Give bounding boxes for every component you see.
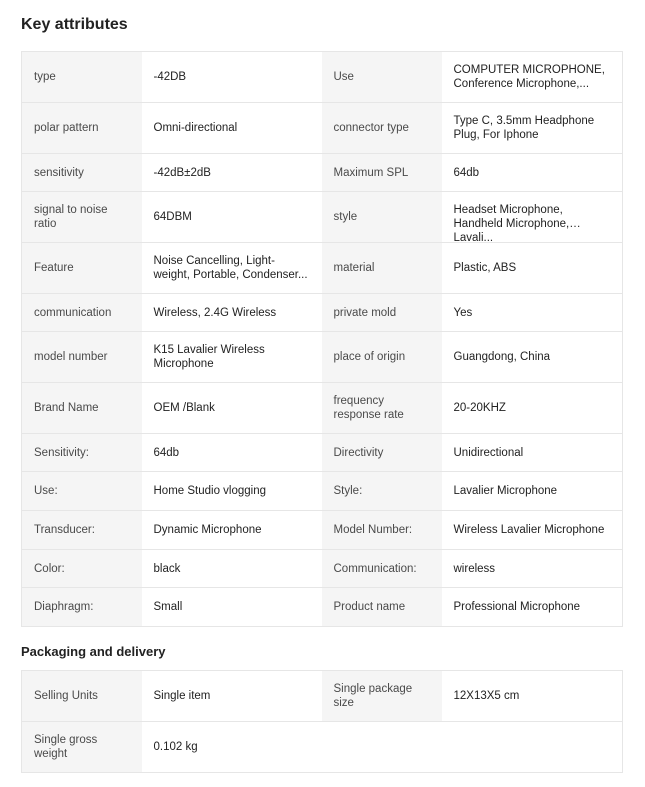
attribute-value: Unidirectional [442,434,623,472]
table-row [22,192,623,243]
attribute-label: Brand Name [22,383,142,434]
attribute-label: Selling Units [22,671,142,722]
attribute-value: K15 Lavalier Wireless Microphone [142,332,322,383]
attribute-value: Type C, 3.5mm Headphone Plug, For Iphone [442,103,623,154]
attribute-value: OEM /Blank [142,383,322,434]
attribute-label: Use [322,52,442,103]
table-row [22,103,623,154]
attribute-value: Single item [142,671,322,722]
table-row [22,434,623,472]
attribute-value: 64db [142,434,322,472]
attribute-value: -42DB [142,52,322,103]
attribute-value: Plastic, ABS [442,243,623,294]
attribute-label: Product name [322,588,442,627]
attribute-label: Sensitivity: [22,434,142,472]
attribute-label: Transducer: [22,511,142,550]
attribute-value: Yes [442,294,623,332]
key-attributes-table [21,51,623,627]
key-attributes-heading: Key attributes [21,16,128,33]
attribute-value: Dynamic Microphone [142,511,322,550]
attribute-label: frequency response rate [322,383,442,434]
attribute-value: Small [142,588,322,627]
attribute-value: Professional Microphone [442,588,623,627]
packaging-heading: Packaging and delivery [21,644,166,659]
attribute-label: Directivity [322,434,442,472]
attribute-value: 64db [442,154,623,192]
attribute-value: -42dB±2dB [142,154,322,192]
table-row [22,154,623,192]
attribute-label: Use: [22,472,142,511]
attribute-value: 12X13X5 cm [442,671,623,722]
attribute-label: sensitivity [22,154,142,192]
attribute-value: wireless [442,550,623,588]
attribute-label: communication [22,294,142,332]
table-row [22,332,623,383]
attribute-label: polar pattern [22,103,142,154]
attribute-label: model number [22,332,142,383]
table-row [22,472,623,511]
attribute-label: Diaphragm: [22,588,142,627]
attribute-label: signal to noise ratio [22,192,142,243]
attribute-label: connector type [322,103,442,154]
attribute-label: Maximum SPL [322,154,442,192]
attribute-label: Feature [22,243,142,294]
attribute-value: Headset Microphone, Handheld Microphone, Lavali... [442,192,623,243]
table-row [22,511,623,550]
attribute-value: Wireless Lavalier Microphone [442,511,623,550]
attribute-value: Lavalier Microphone [442,472,623,511]
attribute-value: Noise Cancelling, Light-weight, Portable, Condenser... [142,243,322,294]
attribute-label: place of origin [322,332,442,383]
attribute-label: material [322,243,442,294]
table-row [22,243,623,294]
attribute-value: Home Studio vlogging [142,472,322,511]
attribute-label: Single package size [322,671,442,722]
table-row [22,722,623,773]
table-row [22,383,623,434]
attribute-value: 20-20KHZ [442,383,623,434]
attribute-value: 0.102 kg [142,722,623,773]
table-row [22,550,623,588]
table-row [22,52,623,103]
attribute-label: Color: [22,550,142,588]
attribute-value: 64DBM [142,192,322,243]
attribute-label: style [322,192,442,243]
attribute-label: Single gross weight [22,722,142,773]
attribute-label: type [22,52,142,103]
table-row [22,588,623,627]
attribute-label: Communication: [322,550,442,588]
table-row [22,294,623,332]
attribute-value: Omni-directional [142,103,322,154]
attribute-value: Wireless, 2.4G Wireless [142,294,322,332]
attribute-label: Style: [322,472,442,511]
attribute-label: private mold [322,294,442,332]
attribute-value: COMPUTER MICROPHONE, Conference Microphone,... [442,52,623,103]
attribute-value: black [142,550,322,588]
packaging-table [21,670,623,773]
table-row [22,671,623,722]
attribute-value: Guangdong, China [442,332,623,383]
attribute-label: Model Number: [322,511,442,550]
